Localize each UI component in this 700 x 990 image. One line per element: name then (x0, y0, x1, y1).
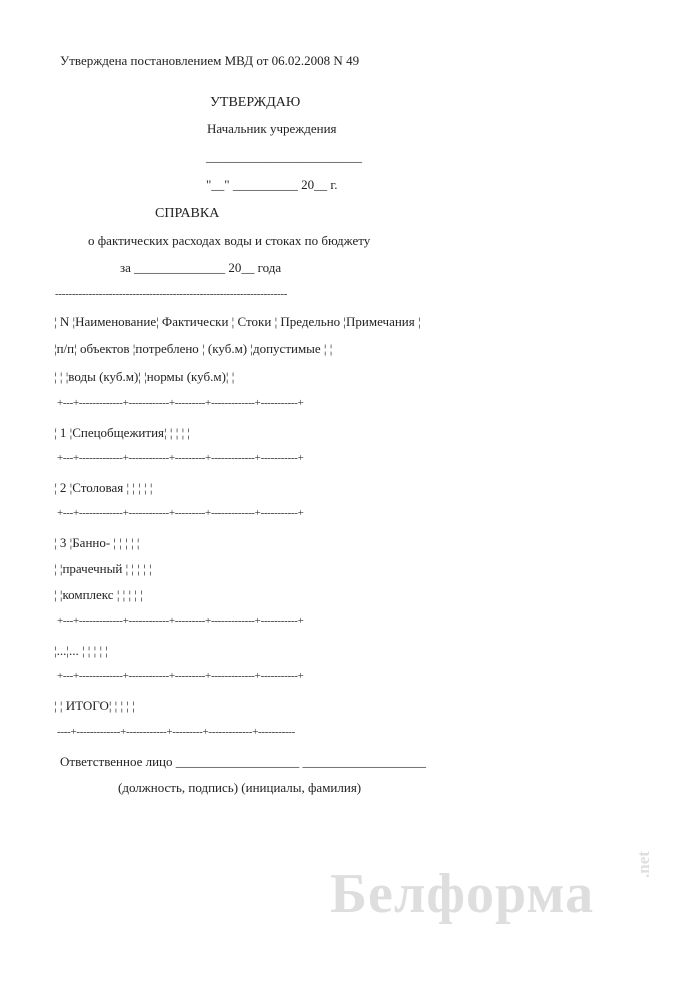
document-title: СПРАВКА (155, 206, 220, 221)
table-total-row: ¦ ¦ ИТОГО¦ ¦ ¦ ¦ ¦ (54, 698, 135, 713)
table-row-3-line-3: ¦ ¦комплекс ¦ ¦ ¦ ¦ ¦ (54, 587, 143, 602)
table-row-separator: +---+-------------+------------+---------+-------------+-----------+ (57, 397, 304, 409)
decree-reference: Утверждена постановлением МВД от 06.02.2008 N 49 (60, 53, 360, 68)
table-row-separator: +---+-------------+------------+---------+-------------+-----------+ (57, 615, 304, 627)
period-line: за ______________ 20__ года (120, 260, 282, 275)
table-row-2: ¦ 2 ¦Столовая ¦ ¦ ¦ ¦ ¦ (54, 480, 153, 495)
table-row-1: ¦ 1 ¦Спецобщежития¦ ¦ ¦ ¦ ¦ (54, 425, 191, 440)
table-row-separator: +---+-------------+------------+---------+-------------+-----------+ (57, 452, 304, 464)
table-header-row-1: ¦ N ¦Наименование¦ Фактически ¦ Стоки ¦ Предельно ¦Примечания ¦ (54, 314, 421, 329)
document-subtitle: о фактических расходах воды и стоках по бюджету (88, 233, 371, 248)
table-header-row-2: ¦п/п¦ объектов ¦потреблено ¦ (куб.м) ¦допустимые ¦ ¦ (54, 341, 333, 356)
table-row-ellipsis: ¦...¦... ¦ ¦ ¦ ¦ ¦ (54, 643, 108, 658)
signature-line: ________________________ (206, 149, 362, 164)
approve-heading: УТВЕРЖДАЮ (210, 95, 301, 110)
table-bottom-rule: ----+-------------+------------+---------+-------------+----------- (57, 726, 296, 738)
table-row-3-line-2: ¦ ¦прачечный ¦ ¦ ¦ ¦ ¦ (54, 561, 152, 576)
watermark-logo: Белформа (330, 863, 595, 925)
responsible-person-line: Ответственное лицо ___________________ ___________________ (60, 754, 427, 769)
approval-date-line: "__" __________ 20__ г. (206, 177, 338, 192)
head-of-institution: Начальник учреждения (207, 121, 337, 136)
table-top-rule: --------------------------------------------------------------------- (55, 288, 288, 300)
table-row-separator: +---+-------------+------------+---------+-------------+-----------+ (57, 507, 304, 519)
table-header-row-3: ¦ ¦ ¦воды (куб.м)¦ ¦нормы (куб.м)¦ ¦ (54, 369, 235, 384)
table-row-3-line-1: ¦ 3 ¦Банно- ¦ ¦ ¦ ¦ ¦ (54, 535, 140, 550)
signature-captions: (должность, подпись) (инициалы, фамилия) (118, 780, 362, 795)
table-row-separator: +---+-------------+------------+---------+-------------+-----------+ (57, 670, 304, 682)
watermark-domain: .net (634, 851, 653, 878)
